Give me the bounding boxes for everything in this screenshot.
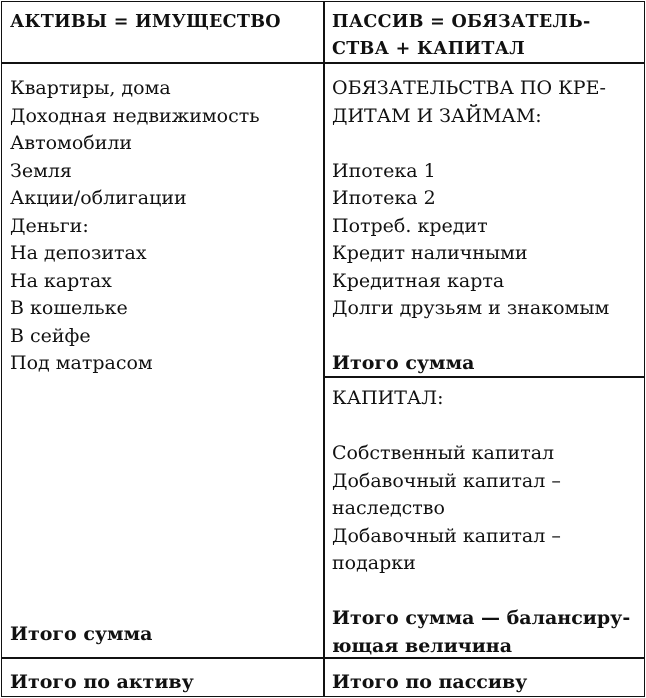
assets-header xyxy=(10,9,281,36)
capital-list xyxy=(332,385,630,660)
liabilities-total: Итого по пассиву xyxy=(332,671,528,693)
asset-item: Акции/облигации xyxy=(10,187,187,209)
spacer xyxy=(332,413,630,441)
liability-item: Кредитная карта xyxy=(332,269,505,292)
liabilities-list xyxy=(332,75,609,378)
capital-item: Собственный капитал xyxy=(332,442,555,464)
liability-item: Долги друзьям и знакомым xyxy=(332,297,610,319)
asset-item: Земля xyxy=(10,159,72,182)
column-divider xyxy=(323,2,325,696)
asset-item: В сейфе xyxy=(10,324,91,347)
asset-item: На картах xyxy=(10,269,112,292)
capital-item: подарки xyxy=(332,552,416,574)
asset-item: Деньги: xyxy=(10,214,89,237)
assets-total: Итого по активу xyxy=(10,671,194,693)
liabilities-title-line1: ОБЯЗАТЕЛЬСТВА ПО КРЕ- xyxy=(332,77,606,99)
capital-title: КАПИТАЛ: xyxy=(332,387,444,409)
liability-item: Ипотека 1 xyxy=(332,159,436,182)
asset-item: На депозитах xyxy=(10,242,147,264)
assets-header-text: АКТИВЫ = ИМУЩЕСТВО xyxy=(10,12,281,32)
asset-item: Квартиры, дома xyxy=(10,77,171,99)
liabilities-title-line2: ДИТАМ И ЗАЙМАМ: xyxy=(332,104,542,127)
liabilities-subtotal: Итого сумма xyxy=(332,352,475,374)
spacer xyxy=(332,323,609,351)
liabilities-header-line2: СТВА + КАПИТАЛ xyxy=(332,39,526,59)
capital-item: Добавочный капитал – xyxy=(332,469,561,492)
capital-subtotal-line2: ющая величина xyxy=(332,634,512,657)
capital-item: наследство xyxy=(332,497,445,519)
capital-subtotal-line1: Итого сумма — балансиру- xyxy=(332,607,631,629)
liabilities-header-line1: ПАССИВ = ОБЯЗАТЕЛЬ- xyxy=(332,12,591,32)
liabilities-header xyxy=(332,9,591,63)
liability-item: Ипотека 2 xyxy=(332,187,436,209)
assets-list xyxy=(10,75,260,378)
liability-item: Потреб. кредит xyxy=(332,214,488,237)
asset-item: Под матрасом xyxy=(10,352,153,374)
liability-item: Кредит наличными xyxy=(332,242,528,264)
asset-item: В кошельке xyxy=(10,297,128,319)
spacer xyxy=(332,578,630,606)
spacer xyxy=(332,130,609,158)
asset-item: Автомобили xyxy=(10,132,133,154)
assets-subtotal: Итого сумма xyxy=(10,623,153,645)
asset-item: Доходная недвижимость xyxy=(10,104,260,127)
balance-table xyxy=(1,1,645,697)
capital-item: Добавочный капитал – xyxy=(332,524,561,547)
